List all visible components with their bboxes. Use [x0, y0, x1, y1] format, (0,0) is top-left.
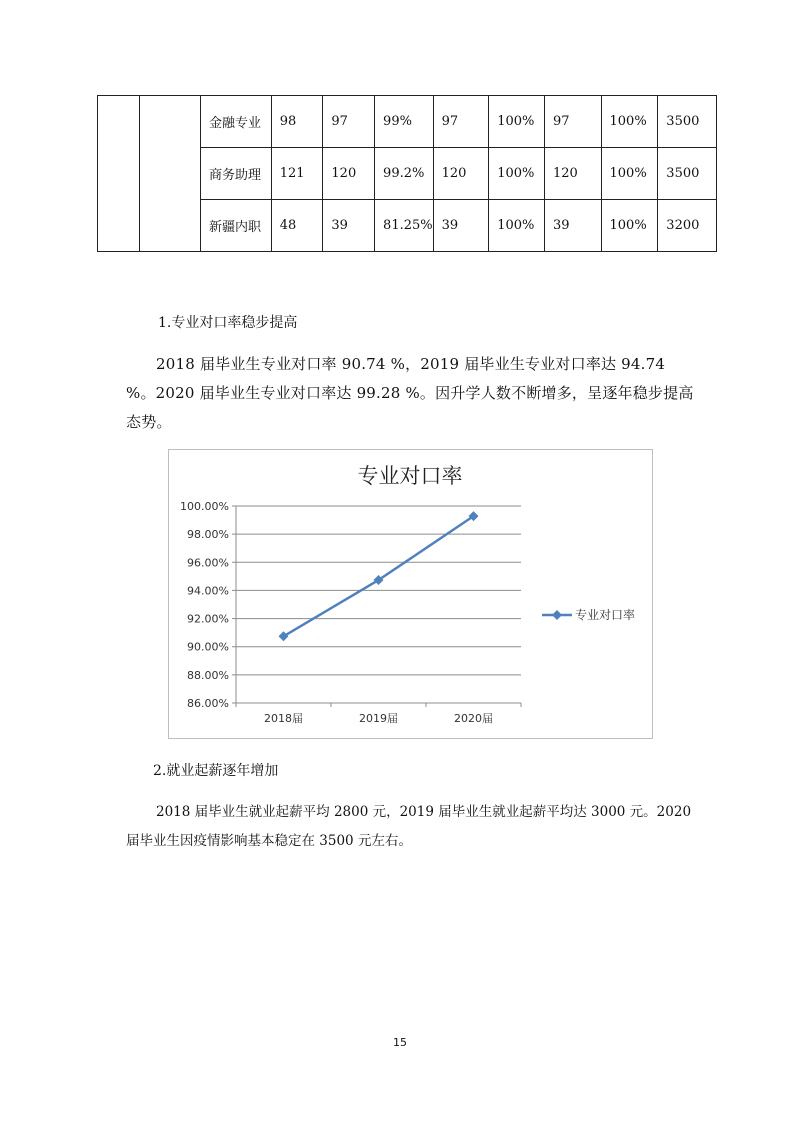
- table-cell: 99%: [375, 96, 434, 148]
- y-tick-label: 86.00%: [187, 697, 229, 710]
- match-rate-chart: [168, 449, 653, 739]
- table-cell-major: 新疆内职: [200, 200, 271, 252]
- table-cell: 3500: [658, 148, 717, 200]
- merged-blank-cell: [98, 96, 140, 252]
- y-tick-label: 96.00%: [187, 556, 229, 570]
- y-tick-label: 98.00%: [187, 528, 229, 542]
- y-tick-label: 100.00%: [180, 500, 229, 513]
- section2-paragraph: 2018 届毕业生就业起薪平均 2800 元，2019 届毕业生就业起薪平均达 3000 元。2020 届毕业生因疫情影响基本稳定在 3500 元左右。: [126, 804, 692, 849]
- y-tick-label: 92.00%: [187, 612, 229, 626]
- table-cell: 100%: [489, 148, 545, 200]
- y-tick-label: 88.00%: [187, 668, 229, 682]
- legend-label: 专业对口率: [575, 608, 636, 622]
- x-tick-label: 2018届: [264, 712, 303, 725]
- merged-blank-cell: [140, 96, 201, 252]
- chart-title: 专业对口率: [357, 464, 463, 488]
- table-cell: 99.2%: [375, 148, 434, 200]
- table-cell: 121: [271, 148, 323, 200]
- table-cell: 100%: [489, 200, 545, 252]
- table-cell: 39: [433, 200, 489, 252]
- x-tick-label: 2019届: [359, 712, 398, 725]
- table-cell: 120: [433, 148, 489, 200]
- table-cell: 97: [433, 96, 489, 148]
- table-cell: 100%: [601, 200, 658, 252]
- table-row: [98, 96, 717, 148]
- table-cell: 120: [544, 148, 601, 200]
- table-cell-major: 金融专业: [200, 96, 271, 148]
- x-tick-label: 2020届: [454, 712, 493, 725]
- table-cell: 39: [544, 200, 601, 252]
- section1-heading: 1.专业对口率稳步提高: [158, 315, 298, 331]
- table-cell: 48: [271, 200, 323, 252]
- chart-svg: [169, 450, 652, 738]
- table-cell: 120: [323, 148, 375, 200]
- table-cell: 97: [323, 96, 375, 148]
- table-cell: 3200: [658, 200, 717, 252]
- legend-marker: [552, 610, 562, 620]
- table-cell: 81.25%: [375, 200, 434, 252]
- table-cell: 98: [271, 96, 323, 148]
- section1-paragraph: 2018 届毕业生专业对口率 90.74 %，2019 届毕业生专业对口率达 94.74 %。2020 届毕业生专业对口率达 99.28 %。因升学人数不断增多，呈逐年稳步提高态势。: [126, 355, 694, 431]
- table-cell: 39: [323, 200, 375, 252]
- table-cell: 100%: [489, 96, 545, 148]
- table-cell: 3500: [658, 96, 717, 148]
- page-number: 15: [393, 1036, 407, 1049]
- table-cell: 100%: [601, 148, 658, 200]
- table-cell: 100%: [601, 96, 658, 148]
- table-cell: 97: [544, 96, 601, 148]
- section2-heading: 2.就业起薪逐年增加: [153, 763, 279, 779]
- employment-table: [97, 95, 717, 252]
- y-tick-label: 94.00%: [187, 584, 229, 598]
- y-tick-label: 90.00%: [187, 640, 229, 654]
- table-cell-major: 商务助理: [200, 148, 271, 200]
